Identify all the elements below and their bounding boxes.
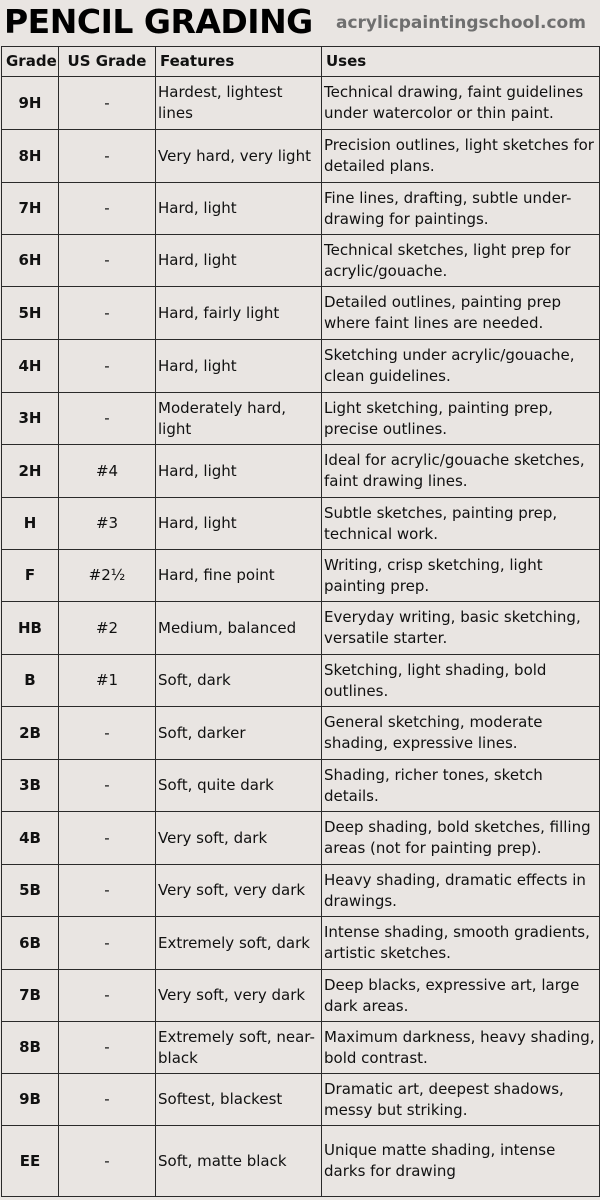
table-row (2, 865, 600, 917)
uses-cell: Sketching under acrylic/gouache, clean guidelines. (322, 340, 600, 393)
table-row (2, 812, 600, 865)
table-row (2, 130, 600, 183)
grade-cell: 5H (2, 287, 59, 340)
uses-cell: Precision outlines, light sketches for detailed plans. (322, 130, 600, 183)
table-row (2, 235, 600, 287)
features-cell: Soft, matte black (156, 1126, 322, 1197)
grade-cell: 7H (2, 183, 59, 235)
features-cell: Extremely soft, dark (156, 917, 322, 970)
us-grade-cell: - (59, 1126, 156, 1197)
us-grade-cell: - (59, 865, 156, 917)
table-row (2, 602, 600, 655)
grade-cell: 2B (2, 707, 59, 760)
us-grade-cell: - (59, 707, 156, 760)
table-row (2, 1074, 600, 1126)
uses-cell: Technical drawing, faint guidelines under watercolor or thin paint. (322, 77, 600, 130)
us-grade-cell: #4 (59, 445, 156, 498)
us-grade-cell: - (59, 235, 156, 287)
grade-cell: 6B (2, 917, 59, 970)
features-cell: Hard, light (156, 340, 322, 393)
table-row (2, 917, 600, 970)
features-cell: Hard, fairly light (156, 287, 322, 340)
features-cell: Hardest, lightest lines (156, 77, 322, 130)
features-cell: Soft, darker (156, 707, 322, 760)
table-row (2, 707, 600, 760)
grade-cell: 6H (2, 235, 59, 287)
us-grade-cell: - (59, 760, 156, 812)
features-cell: Hard, light (156, 183, 322, 235)
grade-cell: HB (2, 602, 59, 655)
column-header-uses: Uses (322, 47, 600, 77)
uses-cell: Shading, richer tones, sketch details. (322, 760, 600, 812)
grade-cell: B (2, 655, 59, 707)
uses-cell: Dramatic art, deepest shadows, messy but striking. (322, 1074, 600, 1126)
uses-cell: Unique matte shading, intense darks for drawing (322, 1126, 600, 1197)
table-row (2, 760, 600, 812)
us-grade-cell: - (59, 1022, 156, 1074)
us-grade-cell: #3 (59, 498, 156, 550)
features-cell: Very soft, dark (156, 812, 322, 865)
us-grade-cell: #2½ (59, 550, 156, 602)
us-grade-cell: - (59, 130, 156, 183)
table-row (2, 183, 600, 235)
grade-cell: 8B (2, 1022, 59, 1074)
grade-cell: F (2, 550, 59, 602)
grade-cell: 4H (2, 340, 59, 393)
pencil-grade-table (1, 46, 600, 1197)
column-header-features: Features (156, 47, 322, 77)
features-cell: Hard, fine point (156, 550, 322, 602)
features-cell: Very soft, very dark (156, 970, 322, 1022)
us-grade-cell: #2 (59, 602, 156, 655)
grade-cell: 9H (2, 77, 59, 130)
grade-cell: 4B (2, 812, 59, 865)
table-row (2, 655, 600, 707)
uses-cell: Detailed outlines, painting prep where faint lines are needed. (322, 287, 600, 340)
uses-cell: Subtle sketches, painting prep, technical work. (322, 498, 600, 550)
us-grade-cell: - (59, 1074, 156, 1126)
uses-cell: General sketching, moderate shading, expressive lines. (322, 707, 600, 760)
column-header-grade: Grade (2, 47, 59, 77)
features-cell: Moderately hard, light (156, 393, 322, 445)
page-title: PENCIL GRADING (4, 2, 313, 41)
table-row (2, 970, 600, 1022)
grade-cell: EE (2, 1126, 59, 1197)
table-header-row (2, 47, 600, 77)
grade-cell: 5B (2, 865, 59, 917)
us-grade-cell: - (59, 970, 156, 1022)
table-row (2, 1022, 600, 1074)
features-cell: Very soft, very dark (156, 865, 322, 917)
uses-cell: Light sketching, painting prep, precise outlines. (322, 393, 600, 445)
uses-cell: Everyday writing, basic sketching, versatile starter. (322, 602, 600, 655)
us-grade-cell: - (59, 393, 156, 445)
grade-cell: 3H (2, 393, 59, 445)
table-row (2, 340, 600, 393)
features-cell: Hard, light (156, 235, 322, 287)
grade-cell: 9B (2, 1074, 59, 1126)
grade-cell: 2H (2, 445, 59, 498)
us-grade-cell: - (59, 812, 156, 865)
uses-cell: Sketching, light shading, bold outlines. (322, 655, 600, 707)
uses-cell: Writing, crisp sketching, light painting prep. (322, 550, 600, 602)
uses-cell: Fine lines, drafting, subtle under-drawing for paintings. (322, 183, 600, 235)
uses-cell: Heavy shading, dramatic effects in drawings. (322, 865, 600, 917)
table-row (2, 393, 600, 445)
uses-cell: Deep shading, bold sketches, filling areas (not for painting prep). (322, 812, 600, 865)
table-row (2, 498, 600, 550)
features-cell: Soft, dark (156, 655, 322, 707)
features-cell: Softest, blackest (156, 1074, 322, 1126)
grade-cell: 3B (2, 760, 59, 812)
table-row (2, 287, 600, 340)
features-cell: Extremely soft, near-black (156, 1022, 322, 1074)
us-grade-cell: - (59, 77, 156, 130)
uses-cell: Deep blacks, expressive art, large dark areas. (322, 970, 600, 1022)
us-grade-cell: - (59, 340, 156, 393)
uses-cell: Ideal for acrylic/gouache sketches, faint drawing lines. (322, 445, 600, 498)
features-cell: Soft, quite dark (156, 760, 322, 812)
table-row (2, 445, 600, 498)
features-cell: Hard, light (156, 445, 322, 498)
table-row (2, 77, 600, 130)
column-header-us-grade: US Grade (59, 47, 156, 77)
us-grade-cell: - (59, 183, 156, 235)
table-row (2, 550, 600, 602)
features-cell: Hard, light (156, 498, 322, 550)
uses-cell: Maximum darkness, heavy shading, bold contrast. (322, 1022, 600, 1074)
us-grade-cell: - (59, 287, 156, 340)
grade-cell: 7B (2, 970, 59, 1022)
site-name: acrylicpaintingschool.com (336, 13, 586, 33)
grade-cell: 8H (2, 130, 59, 183)
features-cell: Medium, balanced (156, 602, 322, 655)
us-grade-cell: - (59, 917, 156, 970)
table-row (2, 1126, 600, 1197)
us-grade-cell: #1 (59, 655, 156, 707)
uses-cell: Intense shading, smooth gradients, artistic sketches. (322, 917, 600, 970)
features-cell: Very hard, very light (156, 130, 322, 183)
uses-cell: Technical sketches, light prep for acrylic/gouache. (322, 235, 600, 287)
page-header (0, 0, 600, 46)
grade-cell: H (2, 498, 59, 550)
